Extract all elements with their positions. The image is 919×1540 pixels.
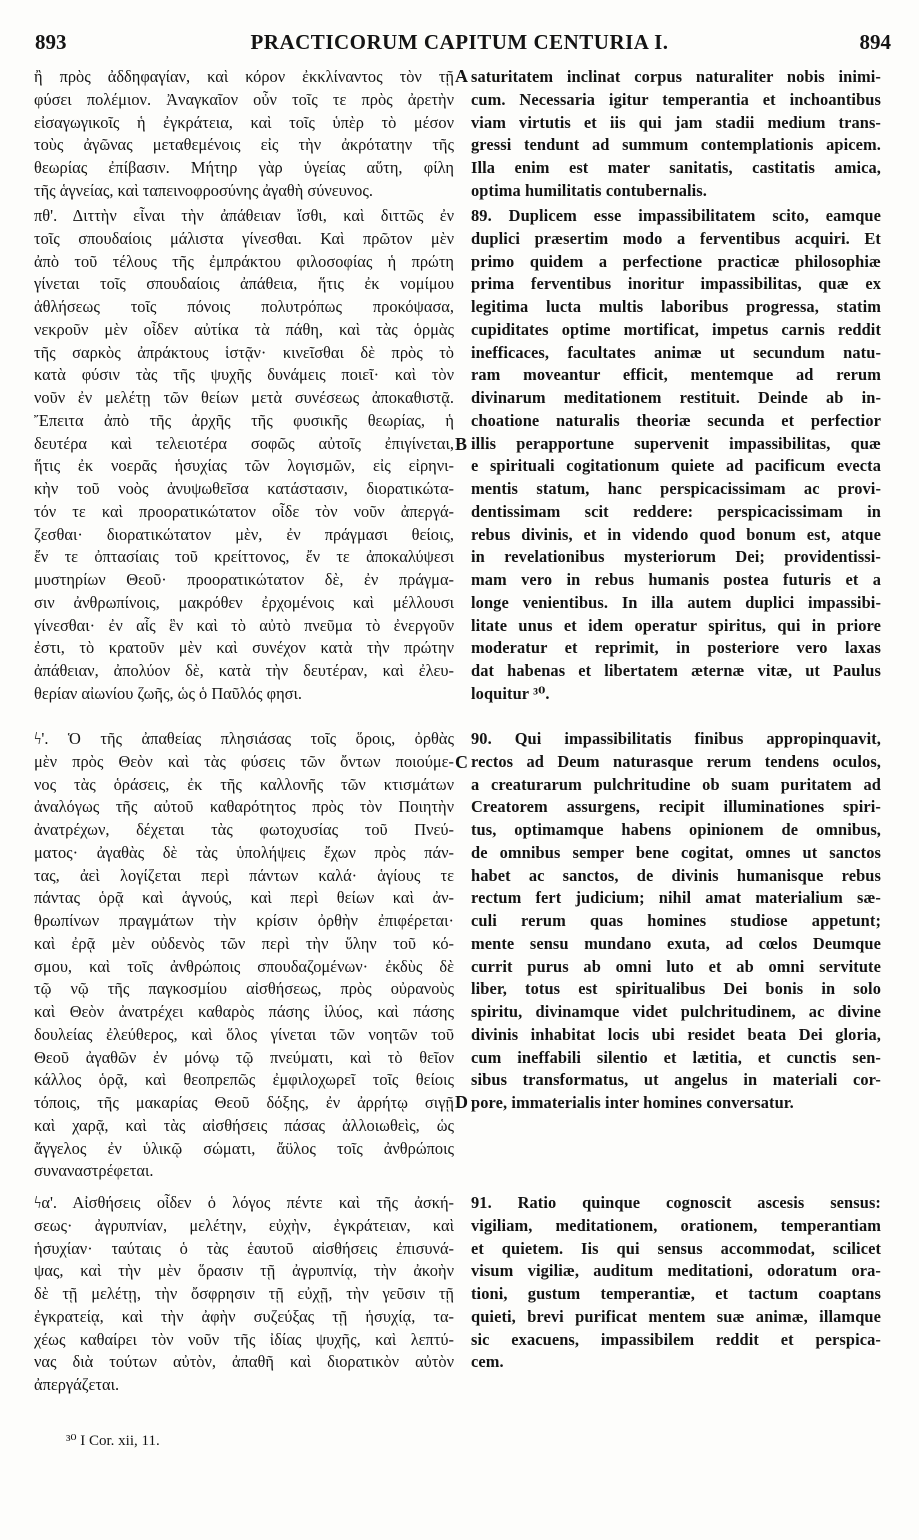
text-line: ἀπάθειαν, ἀπολύον δὲ, κατὰ τὴν δευτέραν, καὶ ἐλευ- — [34, 661, 454, 680]
text-line: duplici præsertim modo a ferventibus acquiri. Et — [471, 228, 881, 248]
text-line: δουλείας ἐλεύθερος, καὶ ὅλος γίνεται τῶν νοητῶν τοῦ — [34, 1024, 454, 1044]
text-line: a creaturarum pulchritudine ob suam puritatem ad — [471, 774, 881, 794]
text-line: γίνεται τοῖς σπουδαίοις ἀπάθεια, ἥτις ἐκ νομίμου — [34, 274, 454, 294]
text-line: sic exacuens, impassibilem reddit et perspica- — [471, 1329, 881, 1349]
text-line: Illa enim est mater sanitatis, castitatis amica, — [471, 158, 881, 177]
text-line: νοῦν ἐν μελέτῃ τῶν θείων μετὰ συνέσεως ἀποκαθιστᾷ. — [34, 388, 454, 407]
text-line: τῆς σαρκὸς ἀπράκτους ἱστᾷν· κινεῖσθαι δὲ πρὸς τὸ — [34, 342, 454, 362]
text-line: saturitatem inclinat corpus naturaliter nobis inimi- — [471, 67, 881, 86]
text-line: ἥτις ἐκ νοερᾶς ἡσυχίας τῶν λογισμῶν, εἰς εἰρηνι- — [34, 456, 454, 476]
text-line: inefficaces, facultates animæ ut secundum natu- — [471, 342, 881, 362]
text-line: longe venientibus. In illa autem duplici impassibi- — [471, 592, 881, 612]
text-line: κὴν τοῦ νοὸς ἀνυψωθεῖσα κατάστασιν, διορατικώτα- — [34, 479, 454, 498]
text-line: visum vigiliæ, auditum meditationi, odoratum ora- — [471, 1261, 881, 1281]
text-line: rectos ad Deum naturasque rerum tendens oculos, — [471, 751, 881, 771]
text-line: πάντας ὁρᾷ καὶ ἁγνούς, καὶ περὶ θείων καὶ ἀν- — [34, 888, 454, 908]
text-line: loquitur ³⁰. — [471, 683, 550, 703]
text-line: rectum fert judicium; nihil amat materialium sæ- — [471, 888, 881, 908]
text-line: γίνεσθαι· ἐν αἷς ἓν καὶ τὸ αὐτὸ πνεῦμα τὸ ἐνεργοῦν — [34, 615, 454, 635]
text-line: Creatorem assurgens, recipit illuminationes spiri- — [471, 797, 881, 817]
text-line: culi rerum quas homines studiose appetunt; — [471, 911, 881, 930]
text-line: divinarum meditationem restituit. Deinde ab in- — [471, 388, 881, 407]
greek-block-4 — [34, 1192, 454, 1397]
greek-block-3 — [34, 728, 454, 1183]
footnote: ³⁰ I Cor. xii, 11. — [66, 1433, 160, 1449]
text-line: ἄγγελος ἐν ὑλικῷ σώματι, ἄϋλος τοῖς ἀνθρώποις — [34, 1138, 454, 1158]
text-line: habet ac sanctos, de divinis humanisque rebus — [471, 865, 881, 885]
text-line: τας, ἀεὶ λογίζεται περὶ πάντων καλά· ἁγίους τε — [34, 865, 454, 885]
text-line: cupiditates optime mortificat, impetus carnis reddit — [471, 319, 881, 339]
text-line: ζεσθαι· διορατικώτατον μὲν, ἐν πράγμασι θείοις, — [34, 524, 454, 544]
greek-block-1 — [34, 66, 454, 203]
text-line: ἀναλόγως τῆς αὐτοῦ καθαρότητος πρὸς τὸν Ποιητὴν — [34, 797, 454, 817]
latin-block-3 — [471, 728, 881, 1115]
text-line: νεκροῦν μὲν οἶδεν αὐτίκα τὰ πάθη, καὶ τὰς ὁρμὰς — [34, 319, 454, 339]
text-line: ἡσυχίαν· ταύταις ὁ τὰς ἑαυτοῦ αἰσθήσεις ἐπισυνά- — [34, 1238, 454, 1258]
text-line: πθ'. Διττὴν εἶναι τὴν ἀπάθειαν ἴσθι, καὶ διττῶς ἐν — [34, 206, 454, 225]
running-title: PRACTICORUM CAPITUM CENTURIA I. — [250, 30, 669, 54]
text-line: ϟα'. Αἰσθήσεις οἶδεν ὁ λόγος πέντε καὶ τῆς ἀσκή- — [34, 1193, 454, 1212]
text-line: ἀπὸ τοῦ τέλους τῆς ἐμπράκτου φιλοσοφίας ἡ πρώτη — [34, 251, 454, 271]
text-line: συναναστρέφεται. — [34, 1161, 154, 1181]
text-line: εἰσαγωγικοῖς ἡ ἐγκράτεια, καὶ τοῖς ὑπὲρ τὸ μέσον — [34, 112, 454, 132]
text-line: 89. Duplicem esse impassibilitatem scito, eamque — [471, 206, 881, 225]
text-line: Θεοῦ ἀγαθῶν ἐν μόνῳ τῷ πνεύματι, καὶ τὸ θεῖον — [34, 1047, 454, 1067]
text-line: θρωπίνων πραγμάτων τὴν κρίσιν ὀρθὴν ἐπιφέρεται· — [34, 911, 454, 930]
text-line: ψας, καὶ τὴν μὲν ὅρασιν τῇ ἀγρυπνίᾳ, τὴν ἀκοὴν — [34, 1261, 454, 1281]
margin-marker-b: B — [455, 434, 468, 454]
text-line: ἐστι, τὸ κρατοῦν μὲν καὶ συνέχον κατὰ τὴν πρώτην — [34, 638, 454, 658]
text-line: καὶ ἐρᾷ μὲν οὐδενὸς τῶν περὶ τὴν ὕλην τοῦ κό- — [34, 933, 454, 953]
text-line: θεωρίας ἐπίβασιν. Μήτηρ γὰρ ὑγείας αὕτη, φίλη — [34, 158, 454, 177]
text-line: 90. Qui impassibilitatis finibus appropinquavit, — [471, 729, 881, 748]
text-line: cem. — [471, 1352, 504, 1372]
text-line: νος τὰς ὁράσεις, ἐκ τῆς καλλονῆς τῶν κτισμάτων — [34, 774, 454, 794]
text-line: φύσει πολέμιον. Ἀναγκαῖον οὖν τοῖς τε πρὸς ἀρετὴν — [34, 89, 454, 109]
text-line: ἀθλήσεως τοῖς πόνοις πολυτρόπως προκόψασα, — [34, 297, 454, 316]
text-line: δευτέρα καὶ τελειοτέρα σοφῶς αὐτοῖς ἐπιγίνεται, — [34, 433, 454, 453]
text-line: καὶ χαρᾷ, καὶ τὰς αἰσθήσεις πάσας ἀλλοιωθεὶς, ὡς — [34, 1115, 454, 1135]
text-line: τοῖς σπουδαίοις μάλιστα γίνεσθαι. Καὶ πρῶτον μὲν — [34, 228, 454, 248]
text-line: choatione naturalis theoriæ secunda et perfectior — [471, 410, 881, 430]
text-line: in revelationibus mysteriorum Dei; providentissi- — [471, 547, 881, 567]
text-line: ϟ'. Ὁ τῆς ἀπαθείας πλησιάσας τοῖς ὅροις, ὀρθὰς — [34, 729, 454, 748]
page-number-left: 893 — [35, 30, 67, 54]
text-line: τῆς ἁγνείας, καὶ ταπεινοφροσύνης ἀγαθὴ σύνευνος. — [34, 180, 373, 200]
text-line: prima ferventibus inoritur impassibilitas, quæ ex — [471, 274, 881, 294]
text-line: τοὺς ἀγῶνας μεταθεμένοις εἰς τὴν ἀκρότατην τῆς — [34, 135, 454, 155]
text-line: dentissimam scit reddere: perspicacissimam in — [471, 501, 881, 521]
text-line: divinis inhabitat locis ubi residet beata Dei gloria, — [471, 1024, 881, 1044]
text-line: mentis statum, hanc perspicacissimam ac provi- — [471, 479, 881, 498]
text-line: Ἔπειτα ἀπὸ τῆς ἀρχῆς τῆς φυσικῆς θεωρίας, ἡ — [34, 410, 454, 430]
text-line: de omnibus semper bene cogitat, omnes ut sanctos — [471, 842, 881, 862]
text-line: σεως· ἀγρυπνίαν, μελέτην, εὐχὴν, ἐγκράτειαν, καὶ — [34, 1215, 454, 1235]
text-line: τόν τε καὶ προορατικώτατον οἶδε τὸν νοῦν ἀπεργά- — [34, 501, 454, 521]
text-line: χέως καθαίρει τὸν νοῦν τῆς ἰδίας ψυχῆς, καὶ λεπτύ- — [34, 1329, 454, 1349]
text-line: quieti, brevi purificat mentem suæ animæ, illamque — [471, 1306, 881, 1326]
text-line: 91. Ratio quinque cognoscit ascesis sensus: — [471, 1193, 881, 1212]
text-line: cum ineffabili silentio et lætitia, et cunctis sen- — [471, 1047, 881, 1067]
text-line: optima humilitatis contubernalis. — [471, 180, 707, 200]
text-line: litate unus et idem operatur spiritus, qui in priore — [471, 615, 881, 635]
text-line: moderatur et reprimit, in posteriore vero laxas — [471, 638, 881, 658]
text-line: vigiliam, meditationem, orationem, temperantiam — [471, 1215, 881, 1235]
text-line: ἀνατρέχων, δέχεται τὰς φωτοχυσίας τοῦ Πνεύ- — [34, 820, 454, 839]
text-line: mam vero in rebus humanis postea futuris et a — [471, 570, 881, 589]
text-line: καὶ Θεὸν ἀνατρέχει καθαρὸς πάσης ἰλύος, καὶ πάσης — [34, 1002, 454, 1021]
text-line: δὲ τῇ μελέτῃ, τὴν ὄσφρησιν τῇ εὐχῇ, τὴν γεῦσιν τῇ — [34, 1284, 454, 1303]
text-line: tioni, gustum temperantiæ, et tactum coaptans — [471, 1284, 881, 1303]
text-line: μυστηρίων Θεοῦ· προορατικώτατον δὲ, ἐν πράγμα- — [34, 570, 454, 589]
margin-marker-a: A — [455, 66, 468, 86]
text-line: σιν ἀνθρωπίνοις, μακρόθεν ἐρχομένοις καὶ μέλλουσι — [34, 592, 454, 612]
text-line: e spirituali cogitationum quiete ad pacificum evecta — [471, 456, 881, 476]
text-line: ἀπεργάζεται. — [34, 1375, 120, 1394]
text-line: primo quidem a perfectione practicæ philosophiæ — [471, 251, 881, 271]
margin-marker-c: C — [455, 752, 468, 772]
text-line: κάλλος ὁρᾷ, καὶ θεοπρεπῶς ἐμφιλοχωρεῖ τοῖς θείοις — [34, 1070, 454, 1090]
margin-marker-d: D — [455, 1092, 468, 1112]
text-line: viam virtutis et iis qui jam stadii medium trans- — [471, 112, 881, 132]
text-line: tus, optimamque habens opinionem de omnibus, — [471, 820, 881, 839]
text-line: ἢ πρὸς ἀδδηφαγίαν, καὶ κόρον ἐκκλίναντος τὸν τῇ — [34, 67, 454, 86]
text-line: dat habenas et libertatem æternæ vitæ, ut Paulus — [471, 661, 881, 680]
text-line: τῷ νῷ τῆς παγκοσμίου αἰσθήσεως, πρὸς οὐρανοὺς — [34, 979, 454, 999]
text-line: legitima lucta multis laboribus progressa, statim — [471, 297, 881, 316]
text-line: ram moveantur efficit, mentemque ad rerum — [471, 365, 881, 385]
text-line: et quietem. Iis qui sensus accommodat, scilicet — [471, 1238, 881, 1258]
text-line: κατὰ φύσιν τὰς τῆς ψυχῆς δυνάμεις ποιεῖ· καὶ τὸν — [34, 365, 454, 385]
text-line: ἐγκρατείᾳ, καὶ τὴν ἀφὴν συζεύξας τῇ ἡσυχίᾳ, τα- — [34, 1306, 454, 1326]
text-line: θερίαν αἰωνίου ζωῆς, ὡς ὁ Παῦλός φησι. — [34, 683, 302, 703]
text-line: ἔν τε ὀπτασίαις τοῦ κρείττονος, ἔν τε ἀποκαλύψεσι — [34, 547, 454, 567]
running-header — [0, 30, 919, 60]
text-line: sibus transformatus, ut angelus in materiali cor- — [471, 1070, 881, 1090]
text-line: rebus divinis, et in videndo quod bonum est, atque — [471, 524, 881, 544]
text-line: τόποις, τῆς μακαρίας Θεοῦ δόξης, ἐν ἀρρήτῳ σιγῇ — [34, 1093, 454, 1112]
text-line: μὲν πρὸς Θεὸν καὶ τὰς φύσεις τῶν ὄντων ποιούμε- — [34, 751, 454, 771]
text-line: cum. Necessaria igitur temperantia et inchoantibus — [471, 89, 881, 109]
text-line: liber, totus est spiritualibus Dei bonis in solo — [471, 979, 881, 999]
text-line: ματος· ἀγαθὰς δὲ τὰς ὑπολήψεις ἔχων πρὸς πάν- — [34, 842, 454, 862]
text-line: mente sensu mundano exuta, ad cœlos Deumque — [471, 933, 881, 953]
latin-block-4 — [471, 1192, 881, 1374]
text-line: σμου, καὶ τοῖς ἀνθρώποις σπουδαζομένων· ἐκδὺς δὲ — [34, 956, 454, 976]
latin-block-2 — [471, 205, 881, 706]
greek-block-2 — [34, 205, 454, 706]
text-line: spiritu, divinamque videt pulchritudinem, ac divine — [471, 1002, 881, 1021]
page-number-right: 894 — [859, 30, 891, 54]
text-line: pore, immaterialis inter homines conversatur. — [471, 1093, 794, 1112]
text-line: illis perapportune supervenit impassibilitas, quæ — [471, 433, 881, 453]
text-line: gressi tendunt ad summum contemplationis apicem. — [471, 135, 881, 155]
text-line: νας διὰ τούτων αὐτὸν, ἀπαθῆ καὶ διορατικὸν αὐτὸν — [34, 1352, 454, 1372]
latin-block-1 — [471, 66, 881, 203]
text-line: currit purus ab omni luto et ab omni servitute — [471, 956, 881, 976]
